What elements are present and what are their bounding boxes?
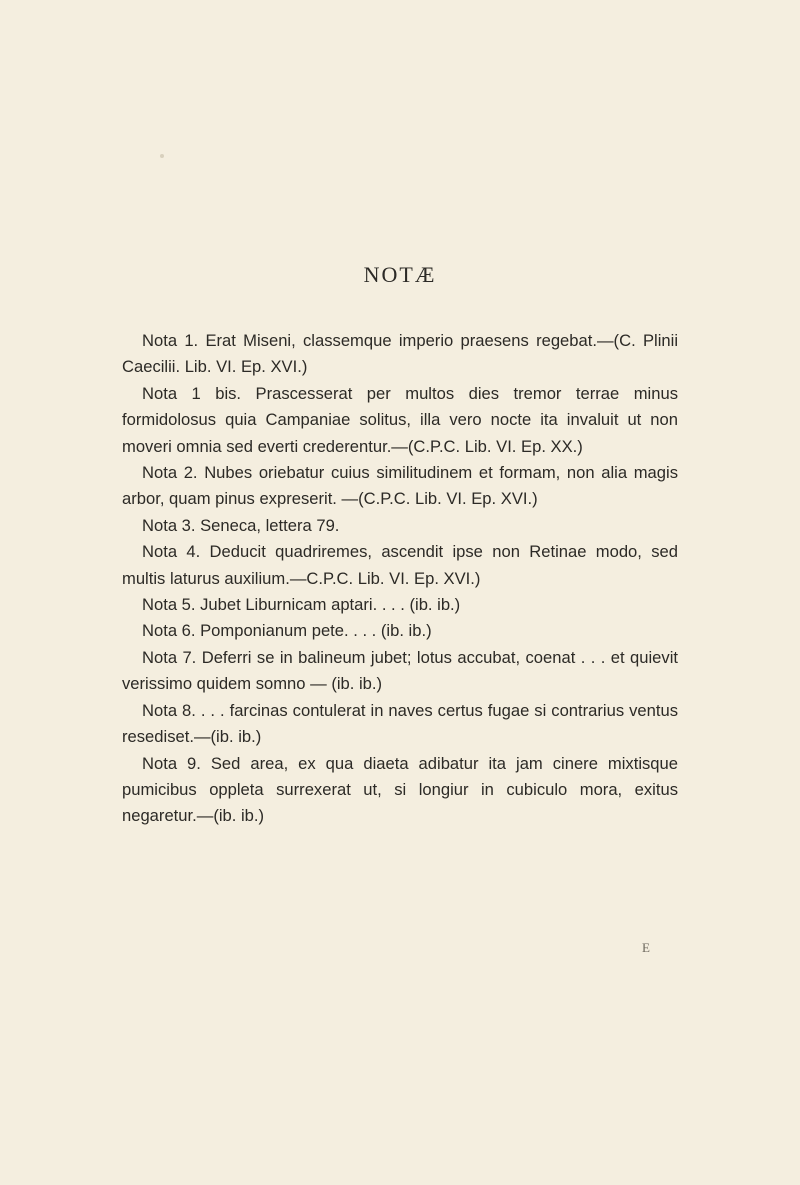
note-6: Nota 6. Pomponianum pete. . . . (ib. ib.) — [142, 621, 432, 641]
note-7: Nota 7. Deferri se in balineum jubet; lotus accubat, coenat . . . et quievit verissimo quidem somno — (ib. ib.) — [122, 647, 678, 694]
note-5: Nota 5. Jubet Liburnicam aptari. . . . (ib. ib.) — [142, 595, 461, 615]
notes-body — [122, 328, 678, 830]
note-8: Nota 8. . . . farcinas contulerat in naves certus fugae si contrarius ventus resediset.—(ib. ib.) — [122, 700, 678, 747]
note-3: Nota 3. Seneca, lettera 79. — [142, 515, 340, 535]
note-9: Nota 9. Sed area, ex qua diaeta adibatur ita jam cinere mixtisque pumicibus oppleta surrexerat ut, si longiur in cubiculo mora, exitus negaretur.—(ib. ib.) — [122, 753, 678, 826]
note-2: Nota 2. Nubes oriebatur cuius similitudinem et formam, non alia magis arbor, quam pinus expreserit. —(C.P.C. Lib. VI. Ep. XVI.) — [122, 463, 678, 509]
note-4: Nota 4. Deducit quadriremes, ascendit ipse non Retinae modo, sed multis laturus auxilium.—C.P.C. Lib. VI. Ep. XVI.) — [122, 542, 678, 588]
paper-spot — [160, 154, 164, 158]
signature-mark: E — [642, 940, 650, 955]
note-1: Nota 1. Erat Miseni, classemque imperio praesens regebat.—(C. Plinii Caecilii. Lib. VI. Ep. XVI.) — [122, 331, 678, 377]
page-title: NOTÆ — [363, 262, 437, 287]
note-1-bis: Nota 1 bis. Prascesserat per multos dies tremor terrae minus formidolosus quia Campaniae solitus, illa vero nocte ita invaluit ut non moveri omnia sed everti crederentur.—(C.P.C. Lib. VI. Ep. XX.) — [122, 383, 678, 456]
